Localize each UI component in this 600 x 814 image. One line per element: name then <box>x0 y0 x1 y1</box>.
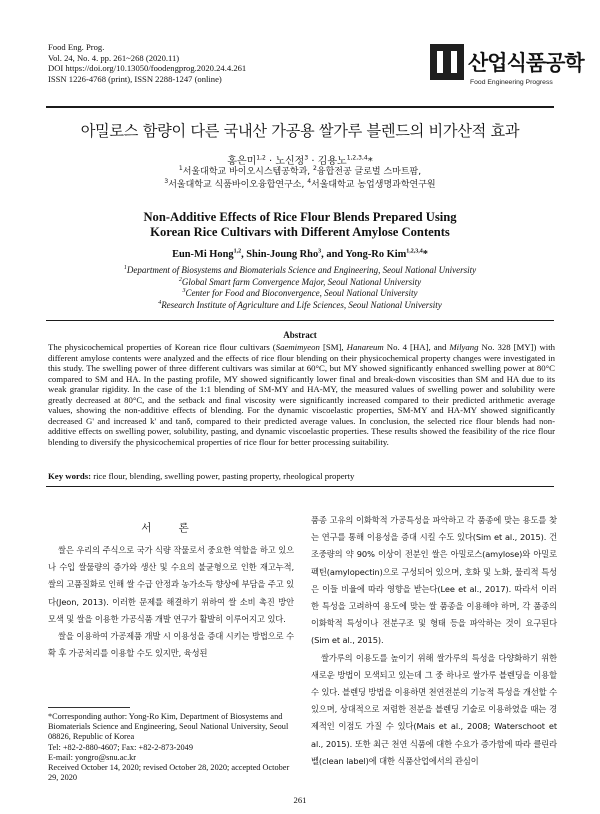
corresponding-author-footnote: *Corresponding author: Yong-Ro Kim, Department of Biosystems and Biomaterials Science and Engineering, Seoul National University, Seoul 08826, Republic of Korea Tel: +82-2-880-4607; Fax: +82-2-873-2049 E-mail: yongro@snu.ac.kr Received October 14, 2020; revised October 28, 2020; accepted October 29, 2020 <box>48 712 290 783</box>
english-title-line2: Korean Rice Cultivars with Different Amylose Contents <box>150 225 450 239</box>
abstract-top-rule <box>46 320 554 321</box>
footnote-rule <box>48 707 130 708</box>
keywords-label: Key words: <box>48 471 92 481</box>
english-title <box>0 210 600 240</box>
journal-doi[interactable]: DOI https://doi.org/10.13050/foodengprog.2020.24.4.261 <box>48 63 247 74</box>
journal-logo <box>430 44 584 94</box>
korean-affiliations: $^1$서울대학교 바이오시스템공학과, $^2$융합전공 글로벌 스마트팜, $^3$서울대학교 식품바이오융합연구소, $^4$서울대학교 농업생명과학연구원 <box>164 165 436 190</box>
keywords-list: rice flour, blending, swelling power, pasting property, rheological property <box>93 471 355 481</box>
intro-paragraph-4: 쌀가루의 이용도를 높이기 위해 쌀가루의 특성을 다양화하기 위한 새로운 방법이 모색되고 있는데 그 중 하나로 쌀가루 블렌딩을 이용할 수 있다. 블렌딩 방법을 이용하면 천연전분의 기능적 특성을 개선할 수 있으며, 상대적으로 저렴한 전분을 블렌딩 기술로 이용하였을 때는 경제적인 이점도 가질 수 있다(Mais et al., 2008; Waterschoot et al., 2015). 또한 최근 천연 식품에 대한 수요가 증가함에 따라 클린라벨(clean label)에 대한 식품산업에서의 관심이 <box>311 652 557 766</box>
intro-paragraph-3: 품종 고유의 이화학적 가공특성을 파악하고 각 품종에 맞는 용도를 찾는 연구를 통해 이용성을 증대 시킬 수도 있다(Sim et al., 2015). 건조중량의 약 90% 이상이 전분인 쌀은 아밀로스(amylose)와 아밀로펙틴(amylopectin)으로 구성되어 있으며, 호화 및 노화, 물리적 특성은 이들 비율에 따라 영향을 받는다(Lee et al., 2017). 따라서 이러한 특성을 고려하여 용도에 맞는 쌀 품종을 이용해야 하며, 각 품종의 이화학적 특성이나 전분구조 및 형태 등을 파악하는 것이 요구된다(Sim et al., 2015). <box>311 515 557 646</box>
intro-left-column <box>48 542 294 662</box>
page-number: 261 <box>293 795 307 805</box>
keywords <box>48 471 354 481</box>
english-affiliations: $^1$Department of Biosystems and Biomaterials Science and Engineering, Seoul National University $^2$Global Smart farm Convergence Major, Seoul National University $^3$Center for Food and Bioconvergence, Seoul National University $^4$Research Institute of Agriculture and Life Sciences, Seoul National University <box>123 265 477 310</box>
abstract-bottom-rule <box>46 486 554 487</box>
journal-name: Food Eng. Prog. <box>48 42 105 52</box>
abstract-text: The physicochemical properties of Korean rice flour cultivars (Saemimyeon [SM], Hanareum No. 4 [HA], and Milyang No. 328 [MY]) with different amylose contents were analyzed and the effects of rice flour blending on their physicochemical property changes were investigated in this study. The swelling power of three different cultivars was similar at 60°C, but MY showed significantly enhanced swelling power at 80°C compared to SM and HA. In the pasting profile, MY showed significantly lower final and break-down viscosities than SM and HA due to its weak granular rigidity. In the case of the 1:1 blending of SM-MY and HA-MY, the measured values of swelling power and solubility were greatly decreased at 80°C, and the setback and final viscosity were significantly increased compared to their predicted arithmetic average values, showing the non-additive effects of blending. For the dynamic viscoelastic properties, SM-MY and HA-MY showed significantly decreased G' and increased k' and tanδ, compared to their predicted average values. In conclusion, the selected rice flour blends had non-additive effects on swelling power, solubility, pasting, and dynamic viscoelastic properties. These results showed the feasibility of the rice flour blending to diversify the physicochemical properties of rice flour for better processing suitability. <box>48 342 556 447</box>
intro-right-column <box>311 512 557 770</box>
english-title-line1: Non-Additive Effects of Rice Flour Blends Prepared Using <box>143 210 457 224</box>
logo-text: 산업식품공학 <box>468 51 584 75</box>
abstract-heading: Abstract <box>283 330 317 340</box>
logo-subtitle: Food Engineering Progress <box>470 79 553 86</box>
journal-info <box>48 42 246 84</box>
intro-paragraph-2: 쌀을 이용하여 가공제품 개발 시 이용성을 증대 시키는 방법으로 수확 후 가공처리를 이용할 수도 있지만, 육성된 <box>48 631 294 659</box>
intro-paragraph-1: 쌀은 우리의 주식으로 국가 식량 작물로서 중요한 역할을 하고 있으나 수입 쌀물량의 증가와 생산 및 수요의 불균형으로 인한 재고누적, 쌀의 고품질화로 인해 쌀 수급 안정과 농가소득 향상에 부담을 주고 있다(Jeon, 2013). 이러한 문제를 해결하기 위하여 쌀 소비 촉진 방안 모색 및 쌀을 이용한 가공식품 개발 연구가 활발히 이루어지고 있다. <box>48 545 294 624</box>
korean-title: 아밀로스 함량이 다른 국내산 가공용 쌀가루 블렌드의 비가산적 효과 <box>80 122 520 140</box>
korean-authors: 홍은미$^{1,2}$ · 노신정$^3$ · 김용노$^{1,2,3,4}$* <box>227 154 373 167</box>
logo-mark-icon <box>430 44 464 80</box>
journal-issn: ISSN 1226-4768 (print), ISSN 2288-1247 (online) <box>48 73 222 84</box>
header-rule <box>46 106 554 108</box>
section-heading-introduction: 서 론 <box>141 522 201 534</box>
english-authors: Eun-Mi Hong$^{1,2}$, Shin-Joung Rho$^3$, and Yong-Ro Kim$^{1,2,3,4}$* <box>172 248 428 260</box>
journal-volume: Vol. 24, No. 4. pp. 261~268 (2020.11) <box>48 52 180 63</box>
